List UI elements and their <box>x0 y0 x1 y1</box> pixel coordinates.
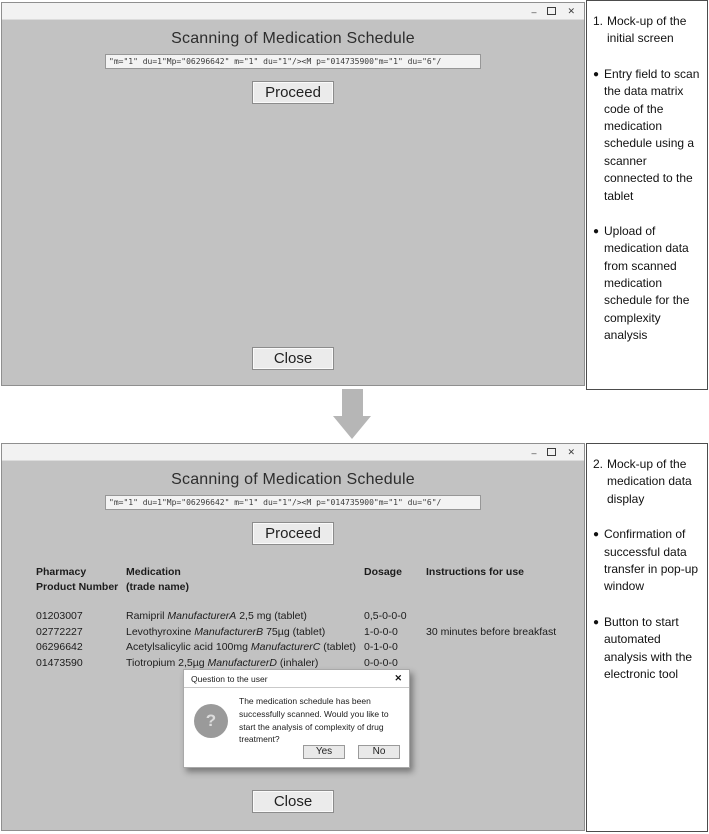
minimize-icon[interactable]: – <box>531 447 537 458</box>
col-header-medication: Medication (trade name) <box>126 566 190 593</box>
col-header-instructions: Instructions for use <box>426 566 525 578</box>
close-icon[interactable]: ✕ <box>567 5 575 16</box>
table-cell-dosage: 1-0-0-0 <box>364 625 398 638</box>
notes1-bullet-1: Entry field to scan the data matrix code of the medication schedule using a scanner connected to the tablet <box>604 66 700 203</box>
close-icon[interactable]: ✕ <box>567 446 575 457</box>
notes1-heading-text: Mock-up of the initial screen <box>607 14 687 46</box>
notes-panel-1 <box>586 0 708 390</box>
notes2-bullet-1: Confirmation of successful data transfer in pop-up window <box>604 527 699 594</box>
dialog-close-icon[interactable]: ✕ <box>394 673 402 683</box>
window2-titlebar <box>2 444 584 461</box>
bullet-icon: ● <box>593 616 600 628</box>
close-button[interactable]: Close <box>252 790 334 813</box>
table-cell-medication: Levothyroxine ManufacturerB 75µg (tablet) <box>126 625 326 638</box>
notes1-number: 1. <box>593 14 604 28</box>
close-button[interactable]: Close <box>252 347 334 370</box>
notes2-number: 2. <box>593 457 604 471</box>
yes-button[interactable]: Yes <box>303 745 345 759</box>
dialog-body <box>184 688 409 746</box>
window1-titlebar <box>2 3 584 20</box>
maximize-icon[interactable] <box>547 448 556 456</box>
table-cell-medication: Ramipril ManufacturerA 2,5 mg (tablet) <box>126 610 307 622</box>
dialog-message: The medication schedule has been successfully scanned. Would you like to start the analysis of complexity of drug treatment? <box>239 696 389 745</box>
notes2-heading <box>593 456 702 508</box>
scan-code-input[interactable] <box>105 54 481 69</box>
dialog-titlebar <box>184 670 409 688</box>
page-title: Scanning of Medication Schedule <box>171 471 415 488</box>
table-cell-instructions <box>426 640 576 656</box>
scan-code-input[interactable] <box>105 495 481 510</box>
col-header-product: Pharmacy Product Number <box>36 566 119 593</box>
table-cell-dosage: 0-0-0-0 <box>364 656 398 669</box>
notes-panel-2 <box>586 443 708 832</box>
table-cell-instructions <box>426 609 576 625</box>
list-item <box>593 223 702 345</box>
list-item <box>593 614 702 684</box>
window-initial-screen <box>1 2 585 386</box>
window2-body <box>2 461 584 830</box>
dialog-title: Question to the user <box>191 673 268 684</box>
table-cell-product: 01473590 <box>36 656 83 669</box>
question-mark-icon: ? <box>194 704 228 738</box>
table-cell-dosage: 0,5-0-0-0 <box>364 610 407 622</box>
notes1-bullet-2: Upload of medication data from scanned medication schedule for the complexity analysis <box>604 223 690 343</box>
question-dialog <box>183 669 410 768</box>
notes2-bullet-2: Button to start automated analysis with the electronic tool <box>604 614 693 681</box>
notes2-heading-text: Mock-up of the medication data display <box>607 457 692 506</box>
list-item <box>593 66 702 205</box>
medication-table <box>36 565 576 671</box>
notes1-heading <box>593 13 702 48</box>
col-header-dosage: Dosage <box>364 566 402 578</box>
bullet-icon: ● <box>593 68 600 80</box>
proceed-button[interactable]: Proceed <box>252 522 334 545</box>
page-title: Scanning of Medication Schedule <box>171 30 415 47</box>
table-cell-product: 01203007 <box>36 610 83 622</box>
bullet-icon: ● <box>593 529 600 541</box>
proceed-button[interactable]: Proceed <box>252 81 334 104</box>
table-cell-product: 02772227 <box>36 625 83 638</box>
table-cell-dosage: 0-1-0-0 <box>364 641 398 653</box>
window1-body <box>2 20 584 385</box>
dialog-buttons <box>303 745 400 759</box>
minimize-icon[interactable]: – <box>531 6 537 17</box>
table-cell-instructions <box>426 656 576 672</box>
window-medication-data <box>1 443 585 831</box>
maximize-icon[interactable] <box>547 7 556 15</box>
table-cell-product: 06296642 <box>36 641 83 653</box>
table-cell-instructions: 30 minutes before breakfast <box>426 625 557 638</box>
flow-down-arrow-icon <box>333 389 371 439</box>
list-item <box>593 526 702 596</box>
table-cell-medication: Acetylsalicylic acid 100mg ManufacturerC (tablet) <box>126 641 356 653</box>
table-cell-medication: Tiotropium 2,5µg ManufacturerD (inhaler) <box>126 656 319 669</box>
no-button[interactable]: No <box>358 745 400 759</box>
bullet-icon: ● <box>593 225 600 237</box>
